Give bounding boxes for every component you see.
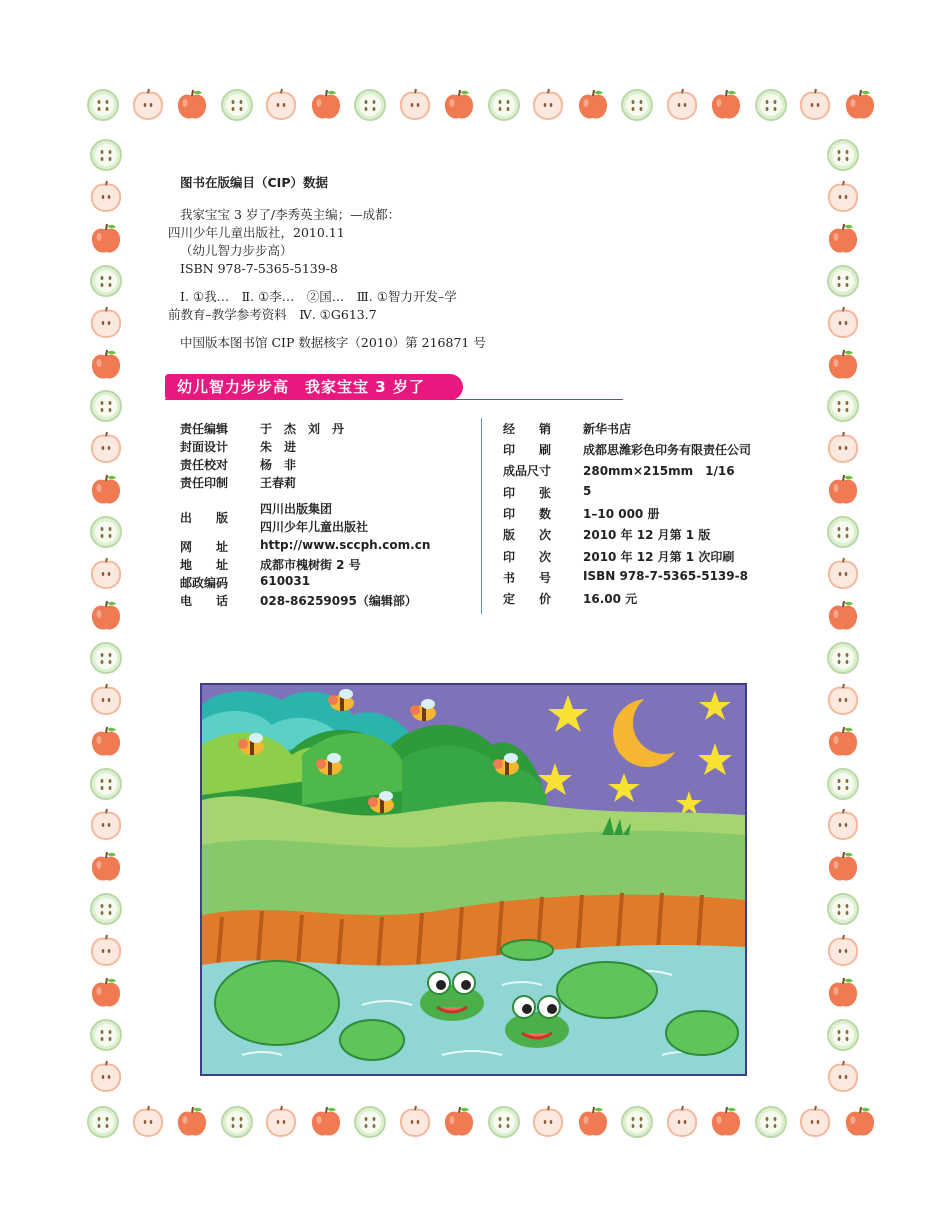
red-apple-icon <box>442 1105 476 1139</box>
credit-label: 印 张 <box>503 486 552 500</box>
red-apple-icon <box>175 1105 209 1139</box>
red-apple-icon <box>442 88 476 122</box>
cip-entry-line: （幼儿智力步步高） <box>180 243 293 258</box>
cip-data-block <box>168 174 608 352</box>
credit-value: 朱 进 <box>260 440 297 454</box>
credit-value: 16.00 元 <box>583 592 638 606</box>
apple-slice-icon <box>754 88 788 122</box>
red-apple-icon <box>826 473 860 507</box>
credit-label: 网 址 <box>180 540 229 554</box>
credit-value: 028-86259095（编辑部） <box>260 594 417 608</box>
apple-half-icon <box>89 180 123 214</box>
red-apple-icon <box>826 850 860 884</box>
red-apple-icon <box>309 1105 343 1139</box>
cip-subject-line: 前教育–教学参考资料 Ⅳ. ①G613.7 <box>168 307 377 322</box>
red-apple-icon <box>826 599 860 633</box>
credit-label: 印 次 <box>503 550 552 564</box>
apple-half-icon <box>531 1105 565 1139</box>
red-apple-icon <box>89 725 123 759</box>
credit-value: 四川出版集团 <box>260 502 333 516</box>
credit-value: 280mm×215mm 1/16 <box>583 464 735 478</box>
cip-subject-line: Ⅰ. ①我… Ⅱ. ①李… ②国… Ⅲ. ①智力开发–学 <box>180 289 457 304</box>
apple-half-icon <box>89 557 123 591</box>
credit-label: 封面设计 <box>180 440 229 454</box>
cip-isbn: ISBN 978-7-5365-5139-8 <box>180 261 338 276</box>
red-apple-icon <box>89 599 123 633</box>
red-apple-icon <box>826 348 860 382</box>
apple-slice-icon <box>89 1018 123 1052</box>
apple-slice-icon <box>89 892 123 926</box>
apple-slice-icon <box>353 88 387 122</box>
apple-half-icon <box>264 1105 298 1139</box>
apple-half-icon <box>398 1105 432 1139</box>
credit-label: 邮政编码 <box>180 576 229 590</box>
credits-divider <box>481 418 482 614</box>
credit-value: 610031 <box>260 574 311 588</box>
apple-slice-icon <box>220 88 254 122</box>
red-apple-icon <box>826 725 860 759</box>
apple-slice-icon <box>487 88 521 122</box>
red-apple-icon <box>709 1105 743 1139</box>
apple-slice-icon <box>353 1105 387 1139</box>
apple-slice-icon <box>89 767 123 801</box>
cip-number: 中国版本图书馆 CIP 数据核字（2010）第 216871 号 <box>180 335 486 350</box>
apple-slice-icon <box>89 641 123 675</box>
apple-half-icon <box>665 1105 699 1139</box>
credit-value: 于 杰 刘 丹 <box>260 422 345 436</box>
apple-half-icon <box>89 306 123 340</box>
apple-slice-icon <box>220 1105 254 1139</box>
red-apple-icon <box>576 1105 610 1139</box>
credit-value: http://www.sccph.com.cn <box>260 538 431 552</box>
red-apple-icon <box>709 88 743 122</box>
credit-value: 四川少年儿童出版社 <box>260 520 369 534</box>
cip-heading: 图书在版编目（CIP）数据 <box>180 175 328 190</box>
cip-entry-line: 我家宝宝 3 岁了/李秀英主编；—成都： <box>180 207 401 222</box>
red-apple-icon <box>843 88 877 122</box>
red-apple-icon <box>826 976 860 1010</box>
apple-half-icon <box>826 683 860 717</box>
apple-slice-icon <box>620 1105 654 1139</box>
apple-slice-icon <box>89 515 123 549</box>
series-banner: 幼儿智力步步高 我家宝宝 3 岁了 <box>165 374 463 400</box>
apple-slice-icon <box>620 88 654 122</box>
credit-value: 王春莉 <box>260 476 297 490</box>
credit-label: 地 址 <box>180 558 229 572</box>
credit-label: 印 刷 <box>503 443 552 457</box>
credit-value: 2010 年 12 月第 1 版 <box>583 528 711 542</box>
credit-label: 出 版 <box>180 511 229 525</box>
credit-value: 杨 非 <box>260 458 297 472</box>
red-apple-icon <box>89 850 123 884</box>
apple-half-icon <box>826 306 860 340</box>
credit-label: 责任印制 <box>180 476 229 490</box>
credit-value: ISBN 978-7-5365-5139-8 <box>583 569 748 583</box>
red-apple-icon <box>89 473 123 507</box>
credit-value: 1–10 000 册 <box>583 507 660 521</box>
credit-value: 成都市槐树街 2 号 <box>260 558 361 572</box>
red-apple-icon <box>175 88 209 122</box>
credit-label: 责任编辑 <box>180 422 229 436</box>
apple-half-icon <box>89 808 123 842</box>
apple-half-icon <box>89 683 123 717</box>
apple-half-icon <box>398 88 432 122</box>
apple-slice-icon <box>826 767 860 801</box>
apple-half-icon <box>826 431 860 465</box>
apple-slice-icon <box>826 1018 860 1052</box>
apple-half-icon <box>89 1060 123 1094</box>
red-apple-icon <box>89 348 123 382</box>
apple-half-icon <box>798 1105 832 1139</box>
credit-label: 责任校对 <box>180 458 229 472</box>
apple-slice-icon <box>89 264 123 298</box>
credit-value: 5 <box>583 484 592 498</box>
apple-half-icon <box>131 1105 165 1139</box>
apple-half-icon <box>826 1060 860 1094</box>
apple-slice-icon <box>826 892 860 926</box>
credit-value: 2010 年 12 月第 1 次印刷 <box>583 550 735 564</box>
credit-value: 成都思潍彩色印务有限责任公司 <box>583 443 752 457</box>
credit-label: 电 话 <box>180 594 229 608</box>
apple-half-icon <box>131 88 165 122</box>
credit-label: 版 次 <box>503 528 552 542</box>
banner-rule <box>165 399 623 400</box>
red-apple-icon <box>576 88 610 122</box>
apple-half-icon <box>89 431 123 465</box>
apple-slice-icon <box>826 264 860 298</box>
pond-illustration <box>200 683 747 1076</box>
apple-half-icon <box>798 88 832 122</box>
apple-slice-icon <box>89 138 123 172</box>
apple-slice-icon <box>826 641 860 675</box>
apple-half-icon <box>89 934 123 968</box>
apple-half-icon <box>826 808 860 842</box>
credit-value: 新华书店 <box>583 422 632 436</box>
apple-half-icon <box>665 88 699 122</box>
cip-entry-line: 四川少年儿童出版社，2010.11 <box>168 225 345 240</box>
credit-label: 书 号 <box>503 571 552 585</box>
apple-half-icon <box>531 88 565 122</box>
apple-half-icon <box>264 88 298 122</box>
apple-slice-icon <box>826 515 860 549</box>
apple-slice-icon <box>86 1105 120 1139</box>
credit-label: 成品尺寸 <box>503 464 552 478</box>
apple-slice-icon <box>826 389 860 423</box>
apple-half-icon <box>826 180 860 214</box>
apple-half-icon <box>826 934 860 968</box>
apple-slice-icon <box>487 1105 521 1139</box>
red-apple-icon <box>89 976 123 1010</box>
apple-half-icon <box>826 557 860 591</box>
red-apple-icon <box>843 1105 877 1139</box>
red-apple-icon <box>826 222 860 256</box>
red-apple-icon <box>89 222 123 256</box>
credit-label: 定 价 <box>503 592 552 606</box>
apple-slice-icon <box>826 138 860 172</box>
apple-slice-icon <box>89 389 123 423</box>
apple-slice-icon <box>754 1105 788 1139</box>
apple-slice-icon <box>86 88 120 122</box>
red-apple-icon <box>309 88 343 122</box>
credit-label: 经 销 <box>503 422 552 436</box>
credit-label: 印 数 <box>503 507 552 521</box>
